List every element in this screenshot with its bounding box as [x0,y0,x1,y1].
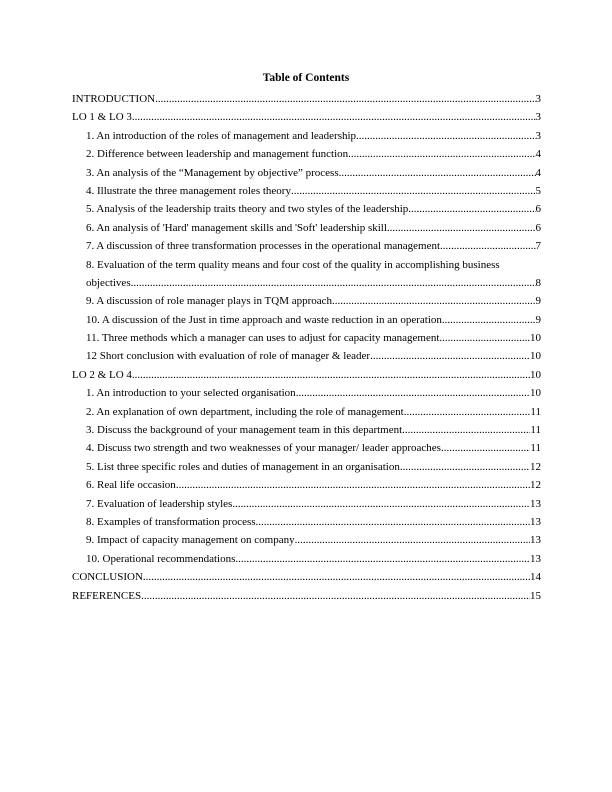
toc-page-number: 13 [530,497,541,510]
toc-page-number: 8 [535,276,541,289]
toc-page-number: 10 [530,368,541,381]
toc-entry[interactable] [72,513,541,531]
dot-leader [132,108,536,126]
dot-leader [356,127,535,145]
toc-page-number: 13 [530,515,541,528]
toc-page-number: 14 [530,571,541,584]
toc-entry-text: CONCLUSION [72,571,143,584]
dot-leader [176,476,530,494]
toc-entry-text: 2. Difference between leadership and management function [86,148,349,161]
dot-leader [387,219,536,237]
toc-page-number: 9 [535,295,541,308]
toc-page-number: 7 [535,240,541,253]
toc-entry-text: 6. An analysis of 'Hard' management skills and 'Soft' leadership skill [86,221,387,234]
toc-page-number: 10 [530,387,541,400]
toc-entry-text: 8. Evaluation of the term quality means and four cost of the quality in accomplishing business [86,258,500,271]
toc-page-number: 10 [530,350,541,363]
toc-entry[interactable] [72,495,541,513]
toc-entry[interactable] [72,568,541,586]
dot-leader [441,439,530,457]
toc-entry[interactable] [72,200,541,218]
toc-page-number: 11 [530,442,541,455]
toc-entry[interactable] [72,439,541,457]
dot-leader [155,90,535,108]
toc-entry-text: 9. Impact of capacity management on company [86,534,295,547]
dot-leader [408,200,535,218]
toc-page-number: 4 [535,148,541,161]
dot-leader [402,421,530,439]
toc-page-number: 5 [535,184,541,197]
toc-entry-text: 5. List three specific roles and duties of management in an organisation [86,460,400,473]
dot-leader [295,531,530,549]
dot-leader [332,292,535,310]
toc-title: Table of Contents [262,72,350,84]
toc-entry[interactable] [72,219,541,237]
toc-entry-text: 5. Analysis of the leadership traits theory and two styles of the leadership [86,203,409,216]
toc-entry-text: 3. Discuss the background of your management team in this department [86,424,403,437]
toc-entry[interactable] [72,550,541,568]
toc-entry-text: LO 1 & LO 3 [72,111,132,124]
dot-leader [141,587,530,605]
toc-entry-text: INTRODUCTION [72,93,156,105]
toc-page-number: 15 [530,589,541,602]
toc-page-number: 11 [530,405,541,418]
toc-entry-text: 8. Examples of transformation process [86,515,256,528]
toc-page-number: 6 [535,203,541,216]
toc-page-number: 13 [530,534,541,547]
toc-entry-text: 1. An introduction to your selected organisation [86,387,296,400]
toc-page-number: 12 [530,460,541,473]
toc-entry[interactable] [72,274,541,292]
dot-leader [143,568,530,586]
toc-entry[interactable] [72,403,541,421]
toc-entry[interactable] [72,366,541,384]
toc-entry[interactable] [72,458,541,476]
toc-entry-text: 4. Discuss two strength and two weaknesses of your manager/ leader approaches [86,442,441,455]
toc-entry[interactable] [72,587,541,605]
toc-entry-text: 7. Evaluation of leadership styles [86,497,233,510]
dot-leader [339,164,536,182]
toc-entry-text: 10. Operational recommendations [86,552,236,565]
dot-leader [404,403,531,421]
toc-page-number: 3 [535,129,541,142]
toc-page-number: 10 [530,332,541,345]
dot-leader [440,237,535,255]
toc-page-number: 3 [535,111,541,124]
dot-leader [439,329,530,347]
dot-leader [232,495,530,513]
toc-entry[interactable] [72,531,541,549]
toc-entry[interactable] [72,127,541,145]
toc-entry-text: 3. An analysis of the “Management by objective” process [86,166,339,179]
toc-entry-text: REFERENCES [72,589,142,602]
toc-entry-text: 10. A discussion of the Just in time approach and waste reduction in an operation [86,313,442,326]
toc-page-number: 12 [530,479,541,492]
toc-page-number: 9 [535,313,541,326]
toc-entry-text: LO 2 & LO 4 [72,368,132,381]
toc-entry[interactable] [72,90,541,108]
toc-entry[interactable] [72,384,541,402]
dot-leader [291,182,536,200]
dot-leader [348,145,535,163]
toc-entry-text: 11. Three methods which a manager can uses to adjust for capacity management [86,332,440,345]
toc-entry-text: objectives [86,276,131,289]
toc-entry-text: 7. A discussion of three transformation processes in the operational management [86,240,441,253]
toc-entry-text: 6. Real life occasion [86,479,176,492]
dot-leader [256,513,530,531]
toc-page-number: 4 [535,166,541,179]
toc-entry-text: 2. An explanation of own department, including the role of management [86,405,404,418]
toc-entry[interactable] [72,421,541,439]
toc-entry[interactable] [72,256,541,274]
toc-page-number: 6 [535,221,541,234]
toc-entry[interactable] [72,292,541,310]
toc-entry[interactable] [72,237,541,255]
toc-page-number: 3 [535,93,541,105]
toc-entry[interactable] [72,347,541,365]
dot-leader [400,458,530,476]
toc-entry[interactable] [72,108,541,126]
toc-entry[interactable] [72,182,541,200]
dot-leader [296,384,530,402]
toc-entry-text: 9. A discussion of role manager plays in TQM approach [86,295,333,308]
toc-list [72,90,541,605]
toc-entry-text: 1. An introduction of the roles of management and leadership [86,129,357,142]
dot-leader [131,274,536,292]
toc-page-number: 11 [530,424,541,437]
dot-leader [132,366,530,384]
toc-entry[interactable] [72,164,541,182]
dot-leader [370,347,530,365]
toc-entry[interactable] [72,145,541,163]
toc-entry-text: 4. Illustrate the three management roles theory [86,184,291,197]
toc-entry[interactable] [72,311,541,329]
toc-page-number: 13 [530,552,541,565]
dot-leader [235,550,530,568]
toc-entry[interactable] [72,329,541,347]
dot-leader [442,311,536,329]
toc-entry[interactable] [72,476,541,494]
toc-entry-text: 12 Short conclusion with evaluation of role of manager & leader [86,350,371,363]
